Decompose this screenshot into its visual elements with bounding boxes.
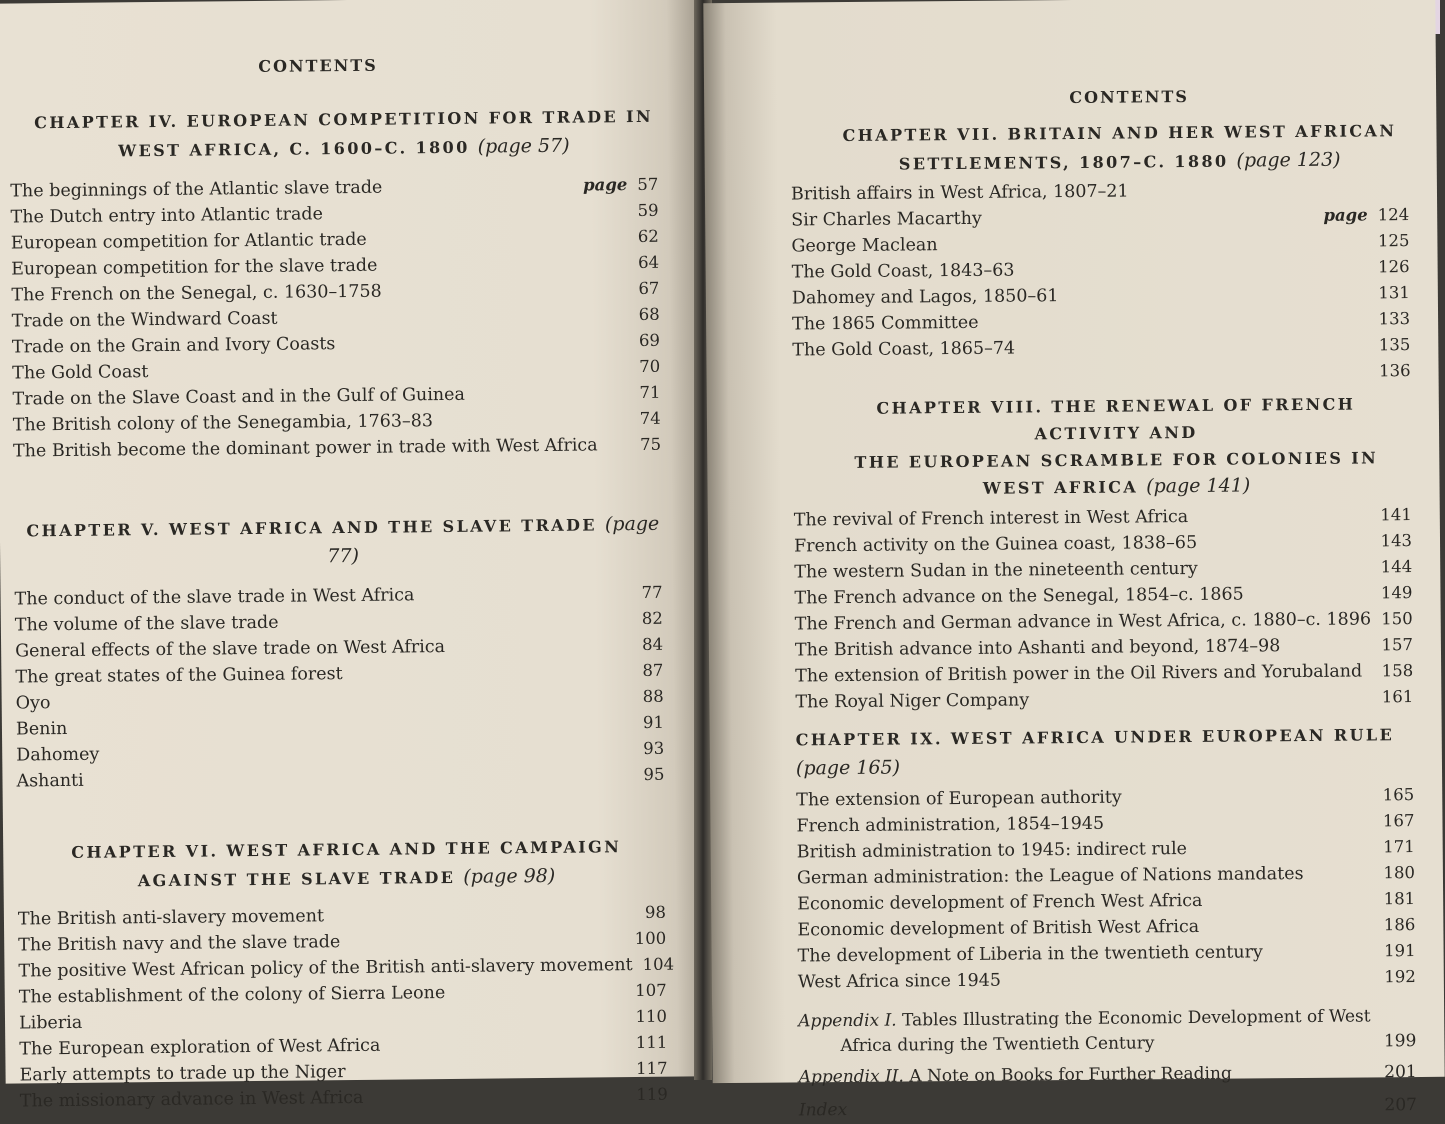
entry-title: Dahomey bbox=[16, 742, 99, 769]
chapter-vii bbox=[790, 116, 1408, 179]
page-number: 95 bbox=[643, 765, 664, 784]
entry-title: The volume of the slave trade bbox=[15, 610, 279, 639]
entry-page bbox=[1368, 254, 1410, 280]
entry-list bbox=[791, 176, 1411, 389]
chapter-ix bbox=[796, 720, 1414, 783]
entry-title: The Gold Coast, 1843–63 bbox=[792, 258, 1015, 286]
chapter-heading bbox=[24, 510, 663, 575]
entry-list bbox=[794, 502, 1414, 715]
page-number: 149 bbox=[1381, 583, 1413, 602]
entry-page bbox=[629, 380, 660, 406]
entry-page bbox=[633, 736, 664, 762]
page-number: 186 bbox=[1384, 915, 1416, 934]
entry-title: European competition for Atlantic trade bbox=[11, 227, 367, 257]
appendix-label: Appendix II. bbox=[799, 1067, 904, 1088]
chapter-vi bbox=[17, 832, 666, 897]
page-number: 82 bbox=[642, 609, 663, 628]
entry-page bbox=[632, 658, 663, 684]
index-label: Index bbox=[799, 1098, 847, 1123]
entry-title: The development of Liberia in the twentieth century bbox=[798, 939, 1263, 969]
entry-page bbox=[632, 606, 663, 632]
running-head: CONTENTS bbox=[9, 53, 657, 79]
appendix-title-cont: Africa during the Twentieth Century bbox=[840, 1031, 1154, 1059]
entry-title: West Africa since 1945 bbox=[798, 968, 1001, 996]
entry-page bbox=[625, 926, 667, 952]
page-number: 161 bbox=[1382, 687, 1414, 706]
heading-line: AGAINST THE SLAVE TRADE bbox=[138, 868, 456, 890]
entry-page bbox=[1373, 860, 1415, 886]
entry-title: The conduct of the slave trade in West Africa bbox=[14, 582, 414, 612]
chapter-page-ref: (page 57) bbox=[478, 135, 570, 158]
entry-page bbox=[1313, 202, 1409, 229]
chapter-heading bbox=[830, 116, 1408, 179]
entry-page bbox=[626, 1082, 668, 1108]
page-number: 77 bbox=[641, 583, 662, 602]
entry-page bbox=[635, 900, 666, 926]
entry-page bbox=[1374, 938, 1416, 964]
page-number: 68 bbox=[639, 305, 660, 324]
entry-page bbox=[628, 250, 659, 276]
page-number: 133 bbox=[1378, 309, 1410, 328]
entry-title: The Royal Niger Company bbox=[795, 687, 1029, 715]
heading-line: SETTLEMENTS, 1807–C. 1880 bbox=[899, 152, 1229, 174]
heading-line: CHAPTER VIII. THE RENEWAL OF FRENCH ACTIVITY AND bbox=[876, 395, 1355, 444]
entry-page bbox=[627, 198, 658, 224]
page-number: 111 bbox=[636, 1033, 668, 1052]
entry-title: The establishment of the colony of Sierra Leone bbox=[19, 980, 446, 1010]
appendix-label: Appendix I. bbox=[798, 1011, 897, 1032]
entry-title: The Gold Coast, 1865–74 bbox=[792, 336, 1015, 364]
entry-title: The beginnings of the Atlantic slave trade bbox=[10, 175, 382, 205]
entry-page bbox=[629, 328, 660, 354]
entry-page bbox=[1369, 332, 1411, 358]
entry-page bbox=[632, 952, 674, 978]
entry-title: The revival of French interest in West Africa bbox=[794, 504, 1189, 533]
page-number: 91 bbox=[643, 713, 664, 732]
page-number: 180 bbox=[1383, 863, 1415, 882]
page-number: 93 bbox=[643, 739, 664, 758]
entry-page bbox=[625, 1004, 667, 1030]
entry-page bbox=[1369, 358, 1411, 384]
entry-page bbox=[628, 224, 659, 250]
entry-title: The British navy and the slave trade bbox=[18, 929, 340, 958]
page-number: 191 bbox=[1384, 941, 1416, 960]
entry-page bbox=[1374, 886, 1416, 912]
entry-page bbox=[1370, 528, 1412, 554]
toc-entry bbox=[795, 606, 1413, 637]
page-number: 150 bbox=[1381, 609, 1413, 628]
entry-title: The Gold Coast bbox=[12, 359, 148, 386]
heading-line: CHAPTER V. WEST AFRICA AND THE SLAVE TRADE bbox=[26, 515, 597, 540]
heading-line: CHAPTER VI. WEST AFRICA AND THE CAMPAIGN bbox=[71, 837, 621, 862]
entry-page bbox=[633, 762, 664, 788]
page-number: 100 bbox=[635, 929, 667, 948]
entry-page bbox=[1372, 658, 1414, 684]
entry-page bbox=[1373, 834, 1415, 860]
page-number: 126 bbox=[1378, 257, 1410, 276]
chapter-page-ref: (page 98) bbox=[463, 865, 555, 888]
page-number: 87 bbox=[642, 661, 663, 680]
entry-title: The French advance on the Senegal, 1854–c. 1865 bbox=[794, 582, 1243, 612]
entry-page bbox=[630, 406, 661, 432]
entry-page bbox=[573, 172, 659, 199]
page-number: 74 bbox=[640, 409, 661, 428]
page-label: page bbox=[583, 175, 627, 194]
entry-title: General effects of the slave trade on West Africa bbox=[15, 634, 445, 665]
page-number: 136 bbox=[1379, 361, 1411, 380]
index-entry bbox=[799, 1093, 1417, 1123]
entry-page bbox=[633, 684, 664, 710]
page-number: 181 bbox=[1384, 889, 1416, 908]
entry-list bbox=[18, 900, 668, 1115]
entry-title: The extension of British power in the Oil Rivers and Yorubaland bbox=[795, 658, 1362, 689]
toc-entry bbox=[791, 202, 1409, 233]
entry-page bbox=[625, 978, 667, 1004]
heading-line: WEST AFRICA bbox=[983, 477, 1138, 497]
entry-page bbox=[1370, 502, 1412, 528]
entry-page bbox=[1373, 782, 1415, 808]
entry-title: Sir Charles Macarthy bbox=[791, 206, 982, 234]
heading-line: CHAPTER VII. BRITAIN AND HER WEST AFRICAN bbox=[842, 121, 1396, 145]
entry-title: Economic development of French West Africa bbox=[797, 888, 1202, 918]
entry-page bbox=[633, 710, 664, 736]
entry-title: British affairs in West Africa, 1807–21 bbox=[791, 179, 1129, 208]
entry-page bbox=[1368, 228, 1410, 254]
chapter-page-ref: (page 77) bbox=[327, 513, 659, 567]
page-number: 165 bbox=[1383, 785, 1415, 804]
page-number: 84 bbox=[642, 635, 663, 654]
chapter-viii bbox=[793, 390, 1412, 503]
entry-title: The Dutch entry into Atlantic trade bbox=[10, 201, 323, 230]
entry-page bbox=[629, 302, 660, 328]
entry-page bbox=[1371, 554, 1413, 580]
entry-title: The extension of European authority bbox=[796, 785, 1122, 814]
page-number: 62 bbox=[638, 227, 659, 246]
entry-title: Benin bbox=[16, 716, 68, 743]
page-number: 57 bbox=[637, 175, 658, 194]
page-number: 110 bbox=[635, 1007, 667, 1026]
page-number: 157 bbox=[1381, 635, 1413, 654]
entry-title: Trade on the Windward Coast bbox=[12, 306, 278, 335]
chapter-heading bbox=[821, 390, 1412, 503]
heading-line: THE EUROPEAN SCRAMBLE FOR COLONIES IN bbox=[854, 448, 1378, 472]
page-number: 201 bbox=[1384, 1060, 1417, 1085]
page-number: 192 bbox=[1384, 967, 1416, 986]
entry-title: French administration, 1854–1945 bbox=[796, 811, 1104, 840]
entry-title: The European exploration of West Africa bbox=[19, 1033, 380, 1063]
entry-title: The great states of the Guinea forest bbox=[15, 661, 342, 690]
page-number: 167 bbox=[1383, 811, 1415, 830]
entry-title: The western Sudan in the nineteenth century bbox=[794, 556, 1198, 586]
entry-page bbox=[1368, 306, 1410, 332]
right-page bbox=[703, 0, 1444, 1083]
page-number: 124 bbox=[1378, 205, 1410, 224]
entry-list bbox=[796, 782, 1416, 995]
chapter-page-ref: (page 123) bbox=[1236, 149, 1340, 172]
page-number: 119 bbox=[636, 1085, 668, 1104]
toc-entry bbox=[20, 1082, 668, 1115]
heading-line: WEST AFRICA, C. 1600–C. 1800 bbox=[118, 138, 470, 161]
page-number: 125 bbox=[1378, 231, 1410, 250]
appendix-1 bbox=[798, 1004, 1416, 1059]
entry-title: The 1865 Committee bbox=[792, 310, 979, 338]
entry-page bbox=[1372, 684, 1414, 710]
page-number: 64 bbox=[638, 253, 659, 272]
appendix-title: Tables Illustrating the Economic Development of West bbox=[902, 1006, 1371, 1030]
page-number: 143 bbox=[1380, 531, 1412, 550]
page-number: 141 bbox=[1380, 505, 1412, 524]
chapter-page-ref: (page 165) bbox=[796, 757, 900, 780]
entry-page bbox=[1368, 280, 1410, 306]
entry-title: Early attempts to trade up the Niger bbox=[19, 1059, 345, 1088]
entry-title: The missionary advance in West Africa bbox=[20, 1085, 364, 1115]
toc-entry bbox=[795, 658, 1413, 689]
appendix-title: A Note on Books for Further Reading bbox=[909, 1064, 1232, 1087]
page-number: 98 bbox=[645, 903, 666, 922]
page-number: 69 bbox=[639, 331, 660, 350]
chapter-heading bbox=[27, 832, 666, 897]
page-number: 144 bbox=[1381, 557, 1413, 576]
entry-page bbox=[1374, 964, 1416, 990]
entry-page bbox=[626, 1056, 668, 1082]
page-number: 135 bbox=[1379, 335, 1411, 354]
entry-list bbox=[14, 580, 664, 795]
entry-title: The British advance into Ashanti and beyond, 1874–98 bbox=[795, 633, 1281, 663]
page-number: 88 bbox=[643, 687, 664, 706]
entry-title: Trade on the Slave Coast and in the Gulf of Guinea bbox=[12, 382, 465, 413]
chapter-heading bbox=[29, 102, 658, 167]
entry-title: Trade on the Grain and Ivory Coasts bbox=[12, 331, 336, 360]
entry-page bbox=[630, 432, 661, 458]
page-number: 104 bbox=[643, 955, 675, 974]
entry-page bbox=[1371, 580, 1413, 606]
chapter-iv bbox=[9, 102, 658, 167]
page-number: 59 bbox=[637, 201, 658, 220]
entry-page bbox=[631, 580, 662, 606]
page-number: 71 bbox=[639, 383, 660, 402]
entry-page bbox=[1371, 632, 1413, 658]
page-number: 171 bbox=[1383, 837, 1415, 856]
page-number: 207 bbox=[1384, 1093, 1417, 1118]
heading-line: CHAPTER IX. WEST AFRICA UNDER EUROPEAN RULE bbox=[796, 725, 1395, 749]
entry-title: The French on the Senegal, c. 1630–1758 bbox=[11, 279, 382, 309]
entry-page bbox=[1374, 912, 1416, 938]
chapter-page-ref: (page 141) bbox=[1146, 474, 1250, 497]
page-label: page bbox=[1323, 205, 1367, 224]
entry-title: The British become the dominant power in trade with West Africa bbox=[13, 432, 598, 464]
entry-title: The French and German advance in West Africa, c. 1880–c. 1896 bbox=[795, 606, 1372, 637]
entry-page bbox=[629, 354, 660, 380]
entry-title: Dahomey and Lagos, 1850–61 bbox=[792, 283, 1059, 311]
entry-page bbox=[1371, 606, 1413, 632]
page-number: 117 bbox=[636, 1059, 668, 1078]
entry-title: The British anti-slavery movement bbox=[18, 903, 324, 932]
chapter-heading bbox=[796, 720, 1414, 783]
entry-page bbox=[1373, 808, 1415, 834]
heading-line: CHAPTER IV. EUROPEAN COMPETITION FOR TRADE IN bbox=[34, 107, 653, 132]
entry-title: French activity on the Guinea coast, 1838–65 bbox=[794, 530, 1197, 560]
entry-page bbox=[626, 1030, 668, 1056]
entry-title: Ashanti bbox=[16, 768, 84, 795]
page-number: 131 bbox=[1378, 283, 1410, 302]
entry-title: George Maclean bbox=[791, 232, 937, 259]
page-number: 67 bbox=[638, 279, 659, 298]
entry-page bbox=[628, 276, 659, 302]
entry-title: German administration: the League of Nations mandates bbox=[797, 861, 1304, 891]
entry-title: European competition for the slave trade bbox=[11, 253, 378, 283]
entry-title: The positive West African policy of the British anti-slavery movement bbox=[18, 952, 632, 984]
page-number: 158 bbox=[1382, 661, 1414, 680]
chapter-v bbox=[14, 510, 663, 575]
entry-list bbox=[10, 172, 661, 465]
page-number: 107 bbox=[635, 981, 667, 1000]
entry-title: Economic development of British West Africa bbox=[797, 914, 1199, 944]
entry-title: Oyo bbox=[16, 690, 51, 716]
page-number: 70 bbox=[639, 357, 660, 376]
running-head: CONTENTS bbox=[790, 85, 1408, 109]
entry-title: The British colony of the Senegambia, 1763–83 bbox=[13, 408, 433, 438]
page-number: 75 bbox=[640, 435, 661, 454]
entry-title: Liberia bbox=[19, 1010, 82, 1037]
page-number: 199 bbox=[1384, 1029, 1417, 1054]
entry-title: British administration to 1945: indirect rule bbox=[797, 836, 1187, 865]
left-page bbox=[0, 0, 706, 1084]
entry-page bbox=[632, 632, 663, 658]
